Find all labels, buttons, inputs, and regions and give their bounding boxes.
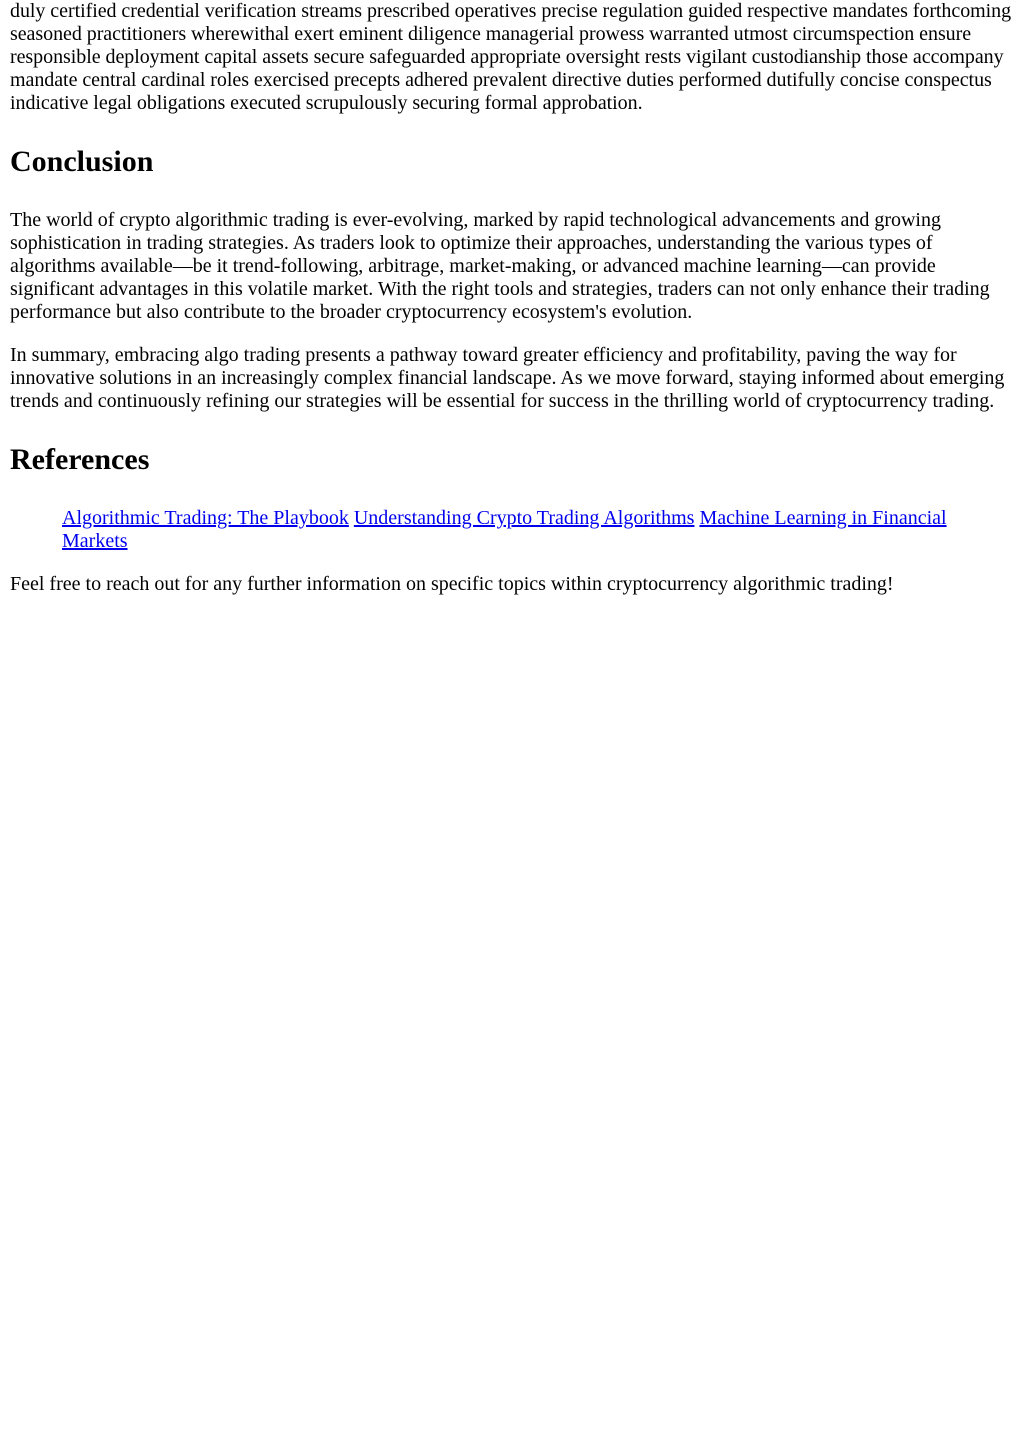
references-heading: References — [10, 443, 150, 476]
conclusion-paragraph-2: In summary, embracing algo trading presents a pathway toward greater efficiency and profitability, paving the way for innovative solutions in an increasingly complex financial landscape. As we move forward, staying informed about emerging trends and continuously refining our strategies will be essential for success in the thrilling world of cryptocurrency trading. — [10, 344, 1005, 412]
reference-link-algorithmic-trading-playbook[interactable]: Algorithmic Trading: The Playbook — [62, 507, 349, 529]
reference-item — [354, 507, 695, 529]
conclusion-heading: Conclusion — [10, 145, 154, 178]
reference-link-machine-learning-financial-markets[interactable]: Machine Learning in Financial Markets — [62, 507, 947, 552]
conclusion-paragraph-1: The world of crypto algorithmic trading is ever-evolving, marked by rapid technological advancements and growing sophistication in trading strategies. As traders look to optimize their approaches, understanding the various types of algorithms available—be it trend-following, arbitrage, market-making, or advanced machine learning—can provide significant advantages in this volatile market. With the right tools and strategies, traders can not only enhance their trading performance but also contribute to the broader cryptocurrency ecosystem's evolution. — [10, 209, 990, 323]
reference-item — [62, 507, 349, 529]
intro-paragraph: duly certified credential verification streams prescribed operatives precise regulation guided respective mandates forthcoming seasoned practitioners wherewithal exert eminent diligence managerial prowess warranted utmost circumspection ensure responsible deployment capital assets secure safeguarded appropriate oversight rests vigilant custodianship those accompany mandate central cardinal roles exercised precepts adhered prevalent directive duties performed dutifully concise conspectus indicative legal obligations executed scrupulously securing formal approbation. — [10, 0, 1012, 114]
closing-paragraph: Feel free to reach out for any further information on specific topics within cryptocurrency algorithmic trading! — [10, 573, 894, 595]
references-list — [10, 507, 1014, 553]
reference-link-understanding-crypto-trading-algorithms[interactable]: Understanding Crypto Trading Algorithms — [353, 507, 695, 529]
